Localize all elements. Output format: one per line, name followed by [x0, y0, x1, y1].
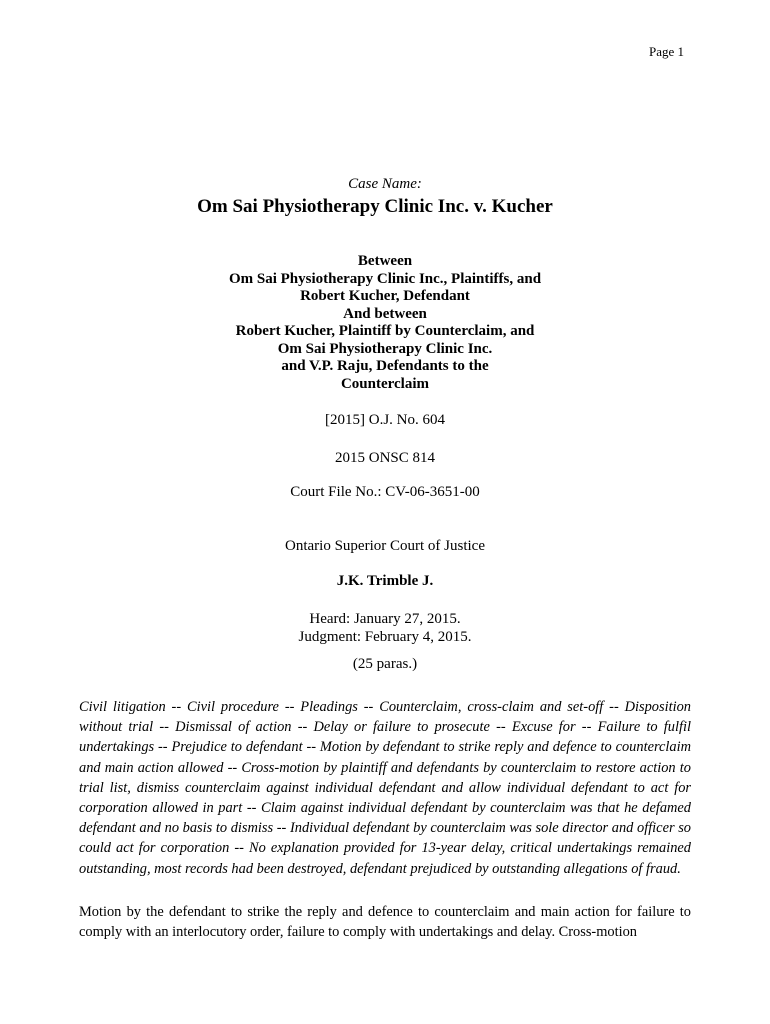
hearing-dates: [0, 610, 770, 646]
parties-line: And between: [343, 305, 427, 322]
court-file-number: Court File No.: CV-06-3651-00: [290, 484, 480, 500]
parties-line: Counterclaim: [340, 375, 430, 392]
parties-block: [0, 253, 770, 393]
judgment-date: Judgment: February 4, 2015.: [298, 629, 472, 645]
catchwords-paragraph: Civil litigation -- Civil procedure -- Pleadings -- Counterclaim, cross-claim and set-off -- Disposition without trial -- Dismissal of action -- Delay or failure to prosecute -- Excuse for -- Failure to fulfil undertakings -- Prejudice to defendant -- Motion by defendant to strike reply and defence to counterclaim and main action allowed -- Cross-motion by plaintiff and defendants by counterclaim to restore action to trial list, dismiss counterclaim against individual defendant and allow individual defendant to act for corporation allowed in part -- Claim against individual defendant by counterclaim was that he defamed defendant and no basis to dismiss -- Individual defendant by counterclaim was sole director and officer so could act for corporation -- No explanation provided for 13-year delay, critical undertakings remained outstanding, most records had been destroyed, defendant prejudiced by outstanding allegations of fraud.: [79, 699, 691, 877]
case-title: Om Sai Physiotherapy Clinic Inc. v. Kucher: [197, 196, 553, 217]
summary-paragraph: Motion by the defendant to strike the reply and defence to counterclaim and main action for failure to comply with an interlocutory order, failure to comply with undertakings and delay. Cross-motion: [79, 904, 691, 941]
parties-line: and V.P. Raju, Defendants to the: [281, 358, 489, 374]
parties-line: Between: [357, 253, 413, 269]
page-number: Page 1: [648, 44, 684, 59]
case-name-label: Case Name:: [348, 176, 422, 192]
citation-oj: [2015] O.J. No. 604: [325, 412, 445, 428]
parties-line: Om Sai Physiotherapy Clinic Inc.: [277, 340, 493, 357]
judge-name: J.K. Trimble J.: [336, 573, 434, 589]
paragraph-count: (25 paras.): [352, 656, 418, 672]
parties-line: Robert Kucher, Defendant: [300, 288, 470, 304]
parties-line: Robert Kucher, Plaintiff by Counterclaim, and: [235, 323, 535, 339]
court-name: Ontario Superior Court of Justice: [285, 538, 485, 554]
heard-date: Heard: January 27, 2015.: [309, 611, 461, 627]
parties-line: Om Sai Physiotherapy Clinic Inc., Plaintiffs, and: [228, 270, 542, 287]
citation-onsc: 2015 ONSC 814: [334, 450, 435, 466]
